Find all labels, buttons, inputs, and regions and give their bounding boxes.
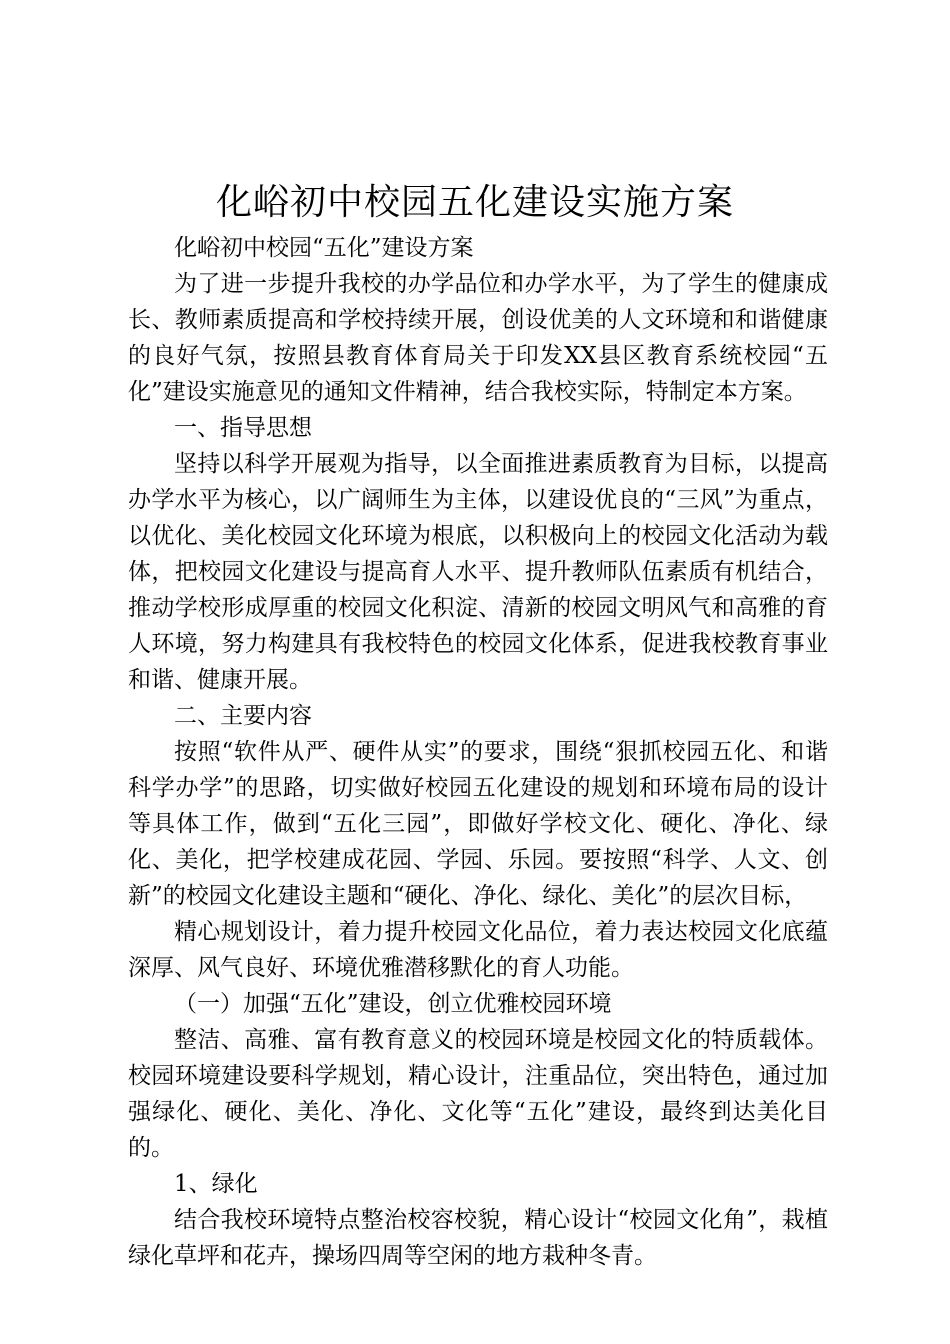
section-heading-guiding-ideology: 一、指导思想 <box>174 415 312 441</box>
main-content-paragraph: 按照“软件从严、硬件从实”的要求，围绕“狠抓校园五化、和谐科学办学”的思路，切实做好校园五化建设的规划和环境布局的设计等具体工作，做到“五化三园”，即做好学校文化、硬化、净化、绿化、美化，把学校建成花园、学园、乐园。要按照“科学、人文、创新”的校园文化建设主题和“硬化、净化、绿化、美化”的层次目标， <box>128 739 828 909</box>
subtitle-paragraph: 化峪初中校园“五化”建设方案 <box>174 235 474 261</box>
item-heading-greening: 1、绿化 <box>174 1171 258 1197</box>
section-heading-main-content: 二、主要内容 <box>174 703 312 729</box>
document-title: 化峪初中校园五化建设实施方案 <box>215 182 734 223</box>
intro-paragraph: 为了进一步提升我校的办学品位和办学水平，为了学生的健康成长、教师素质提高和学校持续开展，创设优美的人文环境和和谐健康的良好气氛，按照县教育体育局关于印发XX县区教育系统校园“五化”建设实施意见的通知文件精神，结合我校实际，特制定本方案。 <box>128 271 828 405</box>
environment-paragraph: 整洁、高雅、富有教育意义的校园环境是校园文化的特质载体。校园环境建设要科学规划，精心设计，注重品位，突出特色，通过加强绿化、硬化、美化、净化、文化等“五化”建设，最终到达美化目的。 <box>128 1027 828 1161</box>
greening-paragraph: 结合我校环境特点整治校容校貌，精心设计“校园文化角”，栽植绿化草坪和花卉，操场四周等空闲的地方栽种冬青。 <box>128 1207 828 1269</box>
guiding-ideology-paragraph: 坚持以科学开展观为指导，以全面推进素质教育为目标，以提高办学水平为核心，以广阔师生为主体，以建设优良的“三风”为重点，以优化、美化校园文化环境为根底，以积极向上的校园文化活动为载体，把校园文化建设与提高育人水平、提升教师队伍素质有机结合，推动学校形成厚重的校园文化积淀、清新的校园文明风气和高雅的育人环境，努力构建具有我校特色的校园文化体系，促进我校教育事业和谐、健康开展。 <box>128 451 828 693</box>
subsection-heading-environment: （一）加强“五化”建设，创立优雅校园环境 <box>174 991 612 1017</box>
planning-paragraph: 精心规划设计，着力提升校园文化品位，着力表达校园文化底蕴深厚、风气良好、环境优雅潜移默化的育人功能。 <box>128 919 828 981</box>
document-body <box>128 230 828 1274</box>
